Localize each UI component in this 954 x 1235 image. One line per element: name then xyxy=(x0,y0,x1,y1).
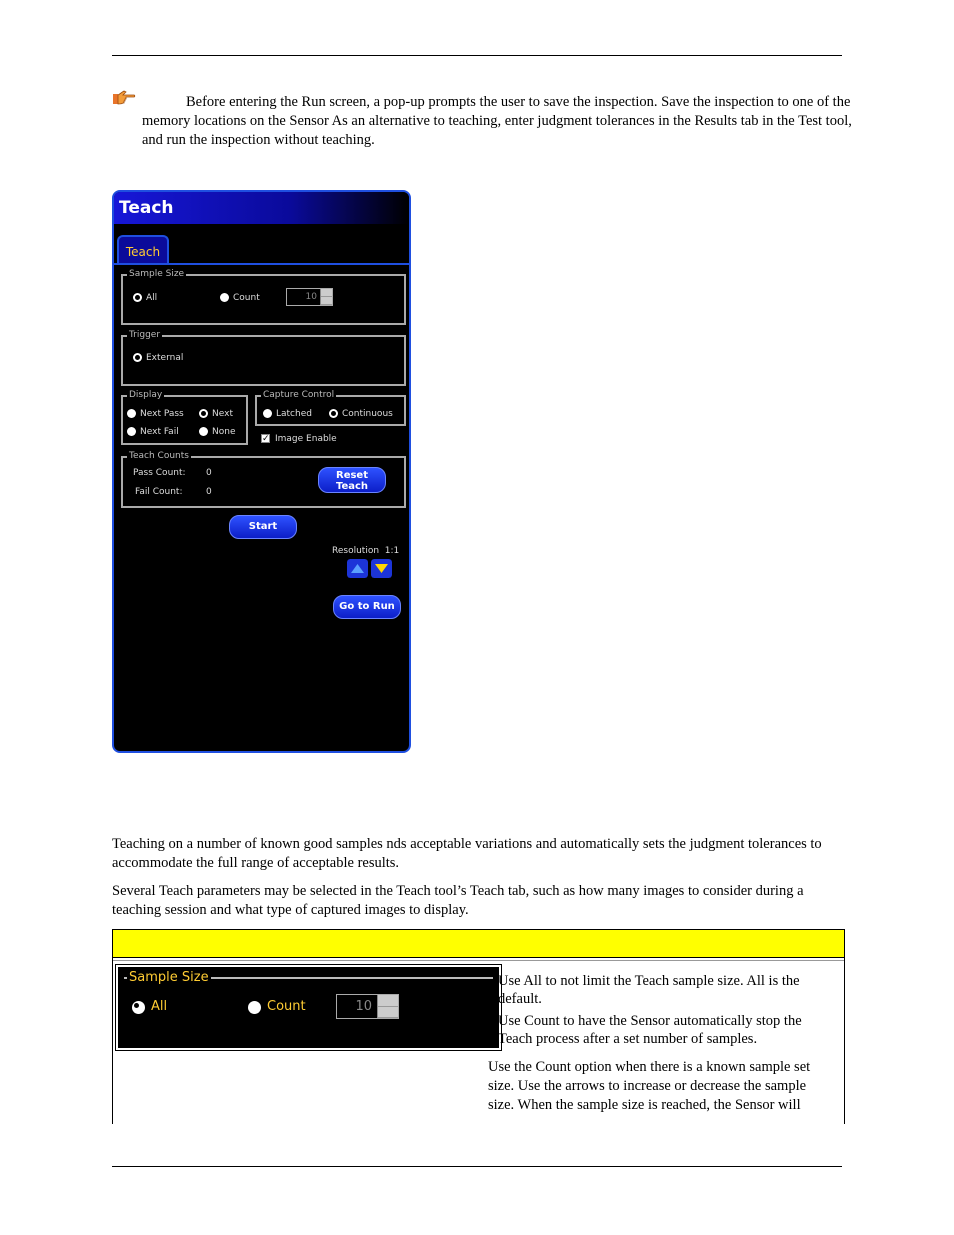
count-stepper[interactable] xyxy=(286,288,333,306)
resolution-up-icon[interactable] xyxy=(347,559,368,578)
fail-count-value: 0 xyxy=(206,487,212,497)
capture-control-title: Capture Control xyxy=(263,390,335,400)
sample-size-table xyxy=(112,929,845,1124)
table-header-row xyxy=(113,929,844,958)
trigger-external-radio[interactable] xyxy=(133,353,142,362)
display-none-label: None xyxy=(212,427,236,437)
table-text-line-2: default. xyxy=(498,991,542,1007)
trigger-external-label: External xyxy=(146,353,184,363)
tab-teach[interactable]: Teach xyxy=(117,235,169,263)
display-next-pass-radio[interactable] xyxy=(127,409,136,418)
start-button[interactable]: Start xyxy=(229,515,297,539)
table-count-value: 10 xyxy=(355,999,372,1014)
sample-all-label: All xyxy=(146,293,158,303)
pass-count-label: Pass Count: xyxy=(133,468,186,478)
sample-size-title: Sample Size xyxy=(129,269,185,279)
paragraph-parameters: Several Teach parameters may be selected in the Teach tool’s Teach tab, such as how many images to consider during a teaching session and what type of captured images to display. xyxy=(112,883,804,918)
display-next-pass-label: Next Pass xyxy=(140,409,184,419)
image-enable-label: Image Enable xyxy=(275,434,337,444)
sample-all-radio[interactable] xyxy=(133,293,142,302)
table-text-line-1: Use All to not limit the Teach sample size. All is the xyxy=(498,973,800,989)
display-next-label: Next xyxy=(212,409,233,419)
table-text-line-7: size. When the sample size is reached, the Sensor will xyxy=(488,1097,801,1113)
sample-size-image xyxy=(116,965,501,1050)
pointing-hand-icon xyxy=(112,90,136,106)
panel-title: Teach xyxy=(114,192,409,224)
table-text-line-5: Use the Count option when there is a known sample set xyxy=(488,1059,811,1075)
table-count-stepper[interactable] xyxy=(336,994,399,1019)
display-next-radio[interactable] xyxy=(199,409,208,418)
table-text-line-3: Use Count to have the Sensor automatically stop the xyxy=(498,1013,802,1029)
capture-latched-radio[interactable] xyxy=(263,409,272,418)
display-title: Display xyxy=(129,390,163,400)
display-next-fail-radio[interactable] xyxy=(127,427,136,436)
table-count-radio[interactable] xyxy=(248,1001,261,1014)
resolution-down-icon[interactable] xyxy=(371,559,392,578)
paragraph-teaching: Teaching on a number of known good samples nds acceptable variations and automatically sets the judgment tolerances to accommodate the full range of acceptable results. xyxy=(112,836,822,871)
count-value: 10 xyxy=(305,292,317,302)
display-group xyxy=(121,390,248,445)
table-text-line-4: Teach process after a set number of samples. xyxy=(498,1031,758,1047)
resolution-label: Resolution 1:1 xyxy=(332,546,400,556)
table-stepper-arrows-icon[interactable] xyxy=(377,995,398,1018)
table-count-label: Count xyxy=(267,999,306,1014)
go-to-run-button[interactable]: Go to Run xyxy=(333,595,401,619)
sample-size-group-border xyxy=(124,977,493,1049)
stepper-arrows-icon[interactable] xyxy=(320,289,332,305)
reset-teach-button[interactable] xyxy=(318,467,386,493)
note-text: Before entering the Run screen, a pop-up prompts the user to save the inspection. Save the inspection to one of the memory locations on the Sensor As an alternative to teaching, enter judgment tolerances in the Results tab in the Test tool, and run the inspection without teaching. xyxy=(142,94,852,148)
table-all-label: All xyxy=(151,999,168,1014)
capture-control-group xyxy=(255,390,406,426)
teach-panel-screenshot xyxy=(112,190,411,753)
pass-count-value: 0 xyxy=(206,468,212,478)
image-enable-checkbox[interactable]: ✓ xyxy=(262,434,270,444)
reset-teach-line2: Teach xyxy=(335,481,369,492)
sample-count-label: Count xyxy=(233,293,260,303)
display-none-radio[interactable] xyxy=(199,427,208,436)
capture-latched-label: Latched xyxy=(276,409,312,419)
teach-counts-title: Teach Counts xyxy=(129,451,189,461)
reset-teach-line1: Reset xyxy=(336,470,368,481)
capture-continuous-label: Continuous xyxy=(342,409,393,419)
fail-count-label: Fail Count: xyxy=(135,487,183,497)
table-text-line-6: size. Use the arrows to increase or decrease the sample xyxy=(488,1078,807,1094)
header-rule xyxy=(112,55,842,56)
footer-rule xyxy=(112,1166,842,1167)
table-sample-size-title: Sample Size xyxy=(129,970,209,985)
table-all-radio[interactable] xyxy=(132,1001,145,1014)
display-next-fail-label: Next Fail xyxy=(140,427,179,437)
teach-counts-group xyxy=(121,451,406,508)
sample-count-radio[interactable] xyxy=(220,293,229,302)
table-separator xyxy=(113,960,844,961)
sample-size-group xyxy=(121,269,406,325)
trigger-title: Trigger xyxy=(129,330,161,340)
capture-continuous-radio[interactable] xyxy=(329,409,338,418)
trigger-group xyxy=(121,330,406,386)
tab-bar xyxy=(114,235,409,265)
